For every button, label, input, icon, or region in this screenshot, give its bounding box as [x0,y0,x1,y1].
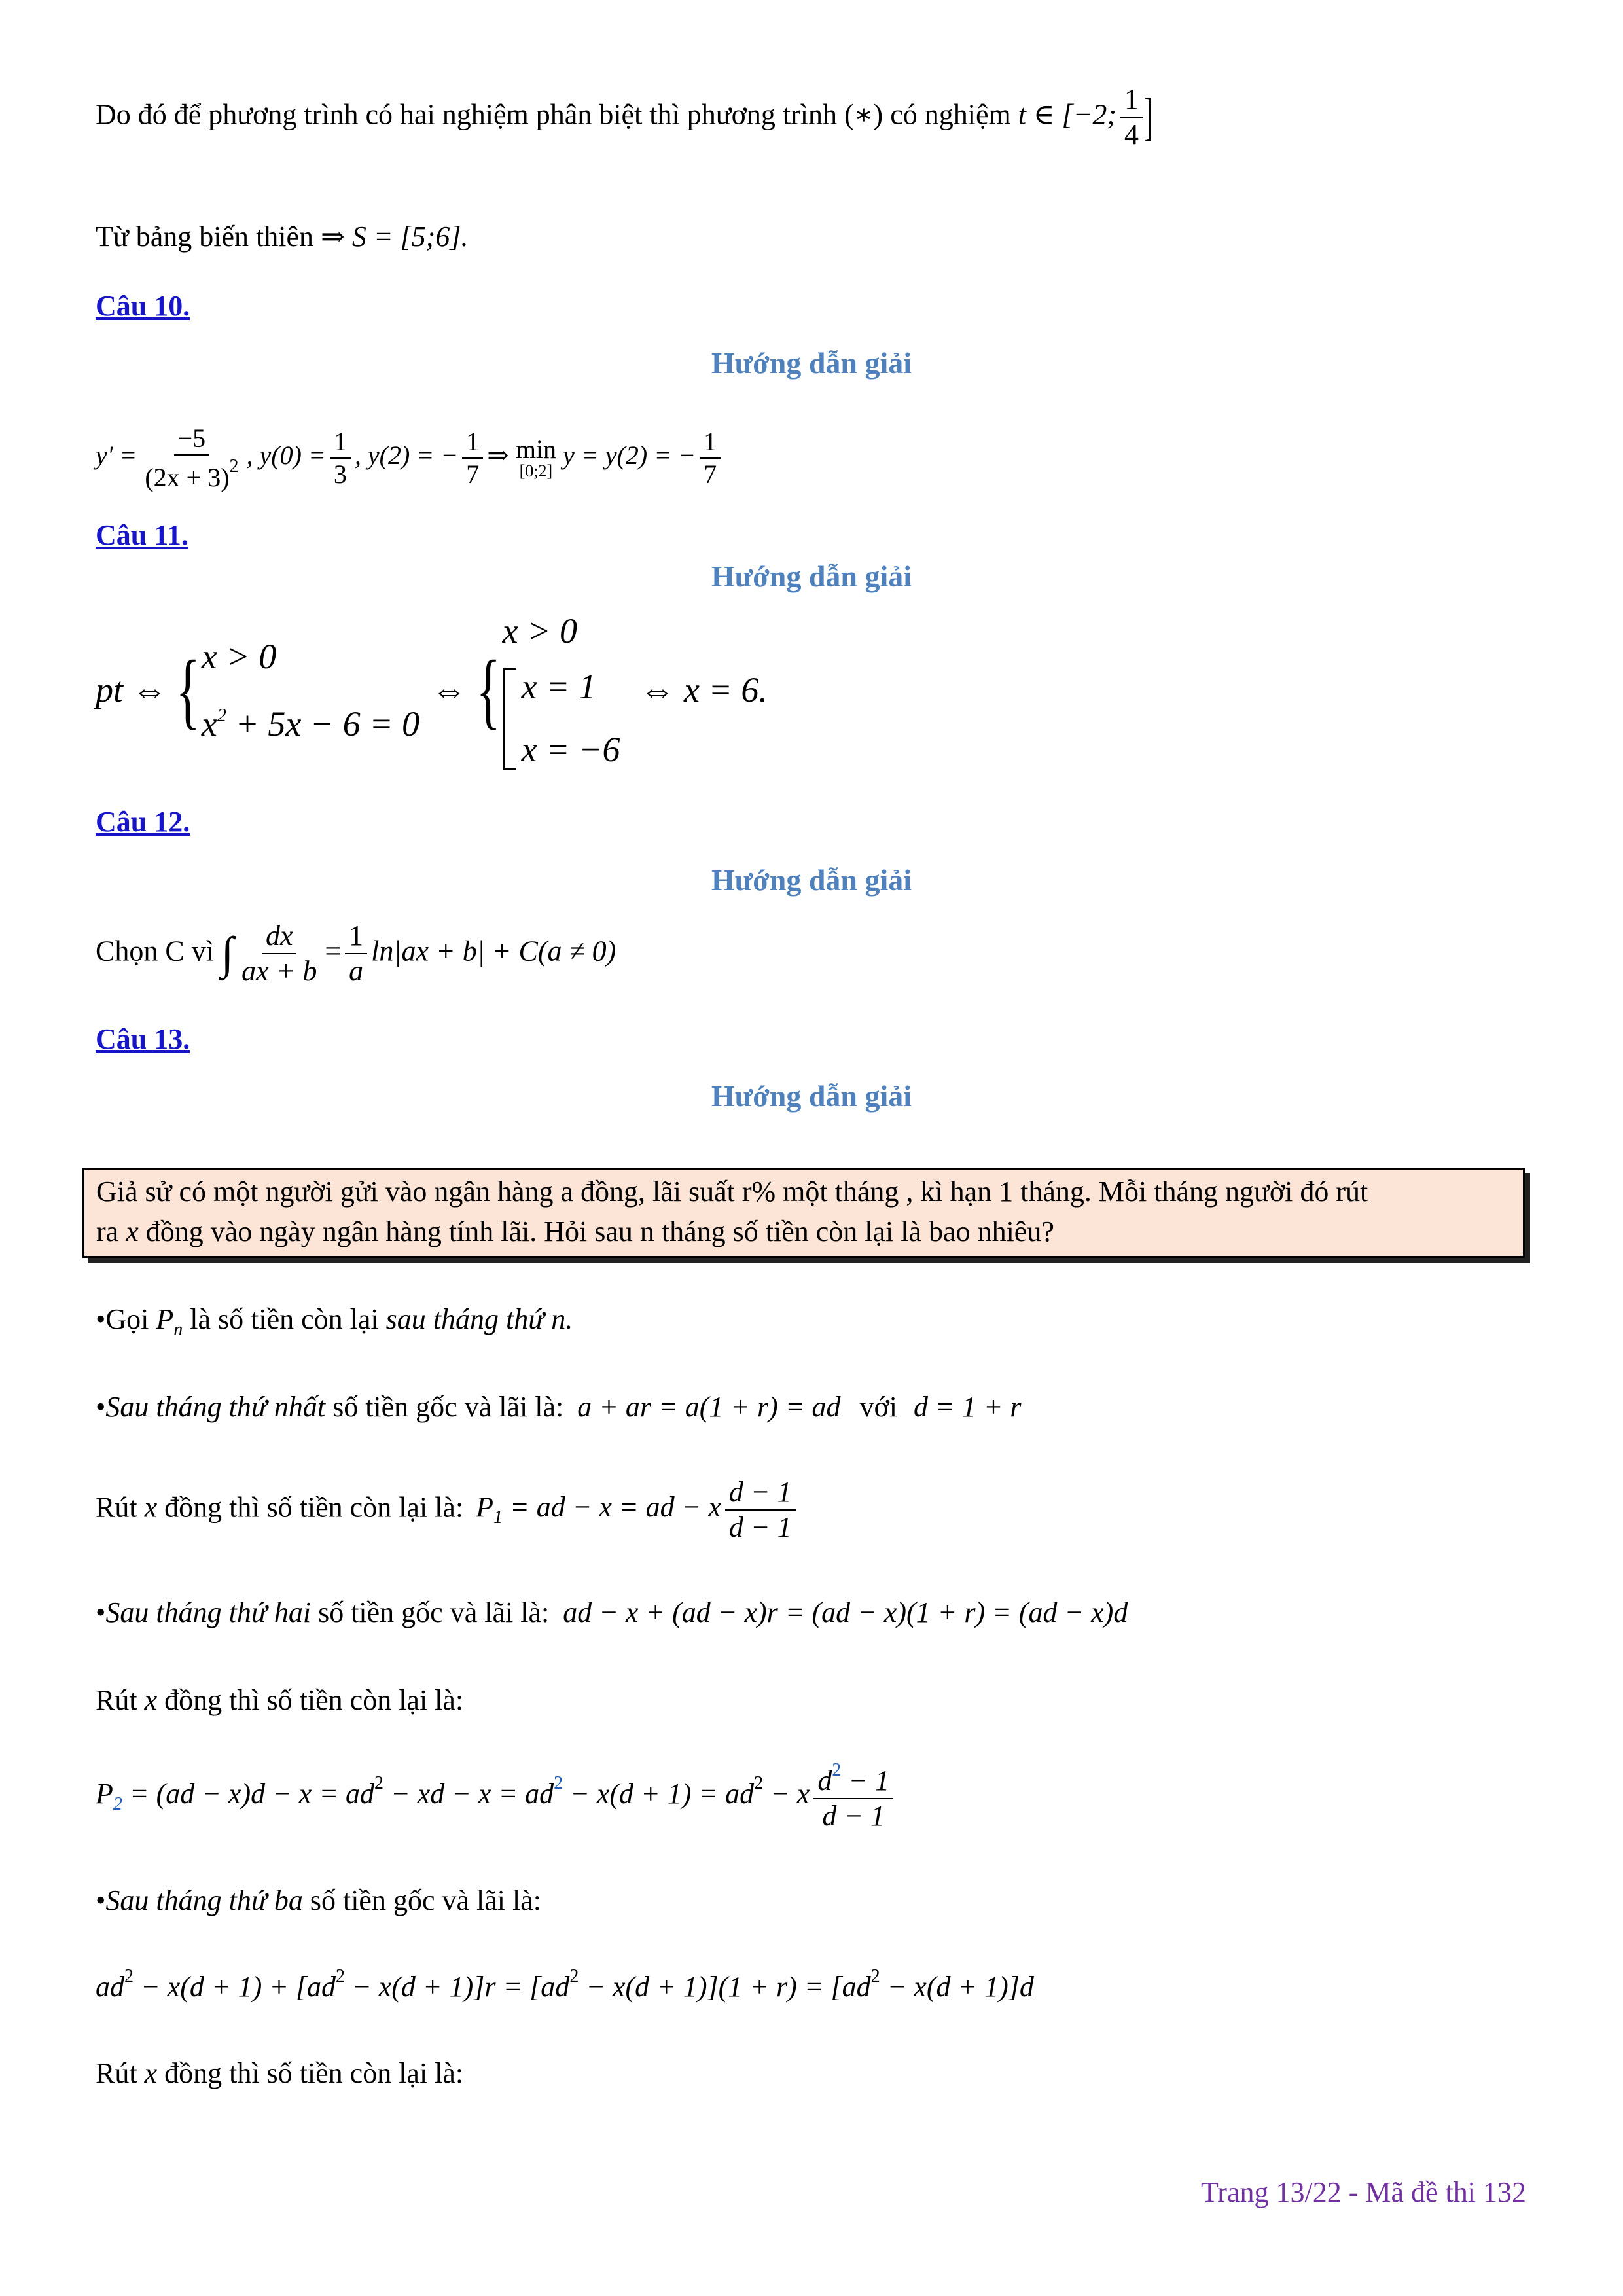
sol-line-4: •Sau tháng thứ hai số tiền gốc và lãi là: ad − x + (ad − x)r = (ad − x)(1 + r) = (ad − x)d [96,1596,1128,1628]
q11-system: pt ⇔ { x > 0 $x^2 + 5x - 6 = 0$ ⇔ { x > 0 x = 1 x = −6 ⇔ x = 6. [96,611,768,769]
sol-line-6: $P_2 = (ad - x)d - x = ad^2$ − xd − $x = ad^2 - x(d + 1) = ad^2 - x$ $\frac{d^2 - 1}{d - 1}$ [96,1761,897,1833]
conclusion-line: Từ bảng biến thiên ⇒ S = [5;6]. [96,221,469,253]
question-13-title: Câu 13. [96,1023,190,1055]
solution-heading-13: Hướng dẫn giải [711,1079,912,1113]
question-11-title: Câu 11. [96,519,188,551]
question-12-title: Câu 12. [96,806,190,838]
sol-line-8: $ad^2 - x(d + 1) + [ad^2 - x(d + 1)]r = [ad^2 - x(d + 1)](1 + r) = [ad^2 - x(d + 1)]d$ [96,1966,1034,2003]
sol-line-2: •Sau tháng thứ nhất số tiền gốc và lãi là: a + ar = a(1 + r) = ad với d = 1 + r [96,1391,1022,1423]
sol-line-3: Rút x đồng thì số tiền còn lại là: $P_1$ = ad − x = ad − x $\frac{d - 1}{d - 1}$ [96,1477,800,1544]
solution-heading-11: Hướng dẫn giải [711,560,912,593]
sol-line-9: Rút x đồng thì số tiền còn lại là: [96,2057,464,2089]
problem-statement-box: Giả sử có một người gửi vào ngân hàng a đồng, lãi suất r% một tháng , kì hạn 1 tháng. Mỗi tháng người đó rút ra x đồng vào ngày ngân hàng tính lãi. Hỏi sau n tháng số tiền còn lại là bao nhiêu? [82,1168,1525,1258]
fraction-one-quarter: $\frac{1}{4}$ [1120,84,1143,151]
intro-line: Do đó để phương trình có hai nghiệm phân biệt thì phương trình (∗) có nghiệm t ∈ [−2; $\frac{1}{4}$ ] [96,83,1153,151]
q12-formula: Chọn C vì ∫ $\frac{dx}{ax + b}$ = $\frac{1}{a}$ ln|ax + b| + C(a ≠ 0) [96,920,616,988]
solution-heading-10: Hướng dẫn giải [711,346,912,380]
sol-line-7: •Sau tháng thứ ba số tiền gốc và lãi là: [96,1884,541,1916]
q10-formula: y' = $\frac{-5}{(2x + 3)^2}$ , y(0) = $\frac{1}{3}$ , y(2) = − $\frac{1}{7}$ ⇒ min [0;2] y = y(2) = − $\frac{1}{7}$ [96,424,724,492]
question-10-title: Câu 10. [96,290,190,322]
sol-line-1: •Gọi $P_n$ là số tiền còn lại sau tháng thứ n. [96,1303,573,1340]
solution-heading-12: Hướng dẫn giải [711,863,912,897]
sol-line-5: Rút x đồng thì số tiền còn lại là: [96,1684,464,1716]
page-footer: Trang 13/22 - Mã đề thi 132 [1200,2176,1526,2208]
